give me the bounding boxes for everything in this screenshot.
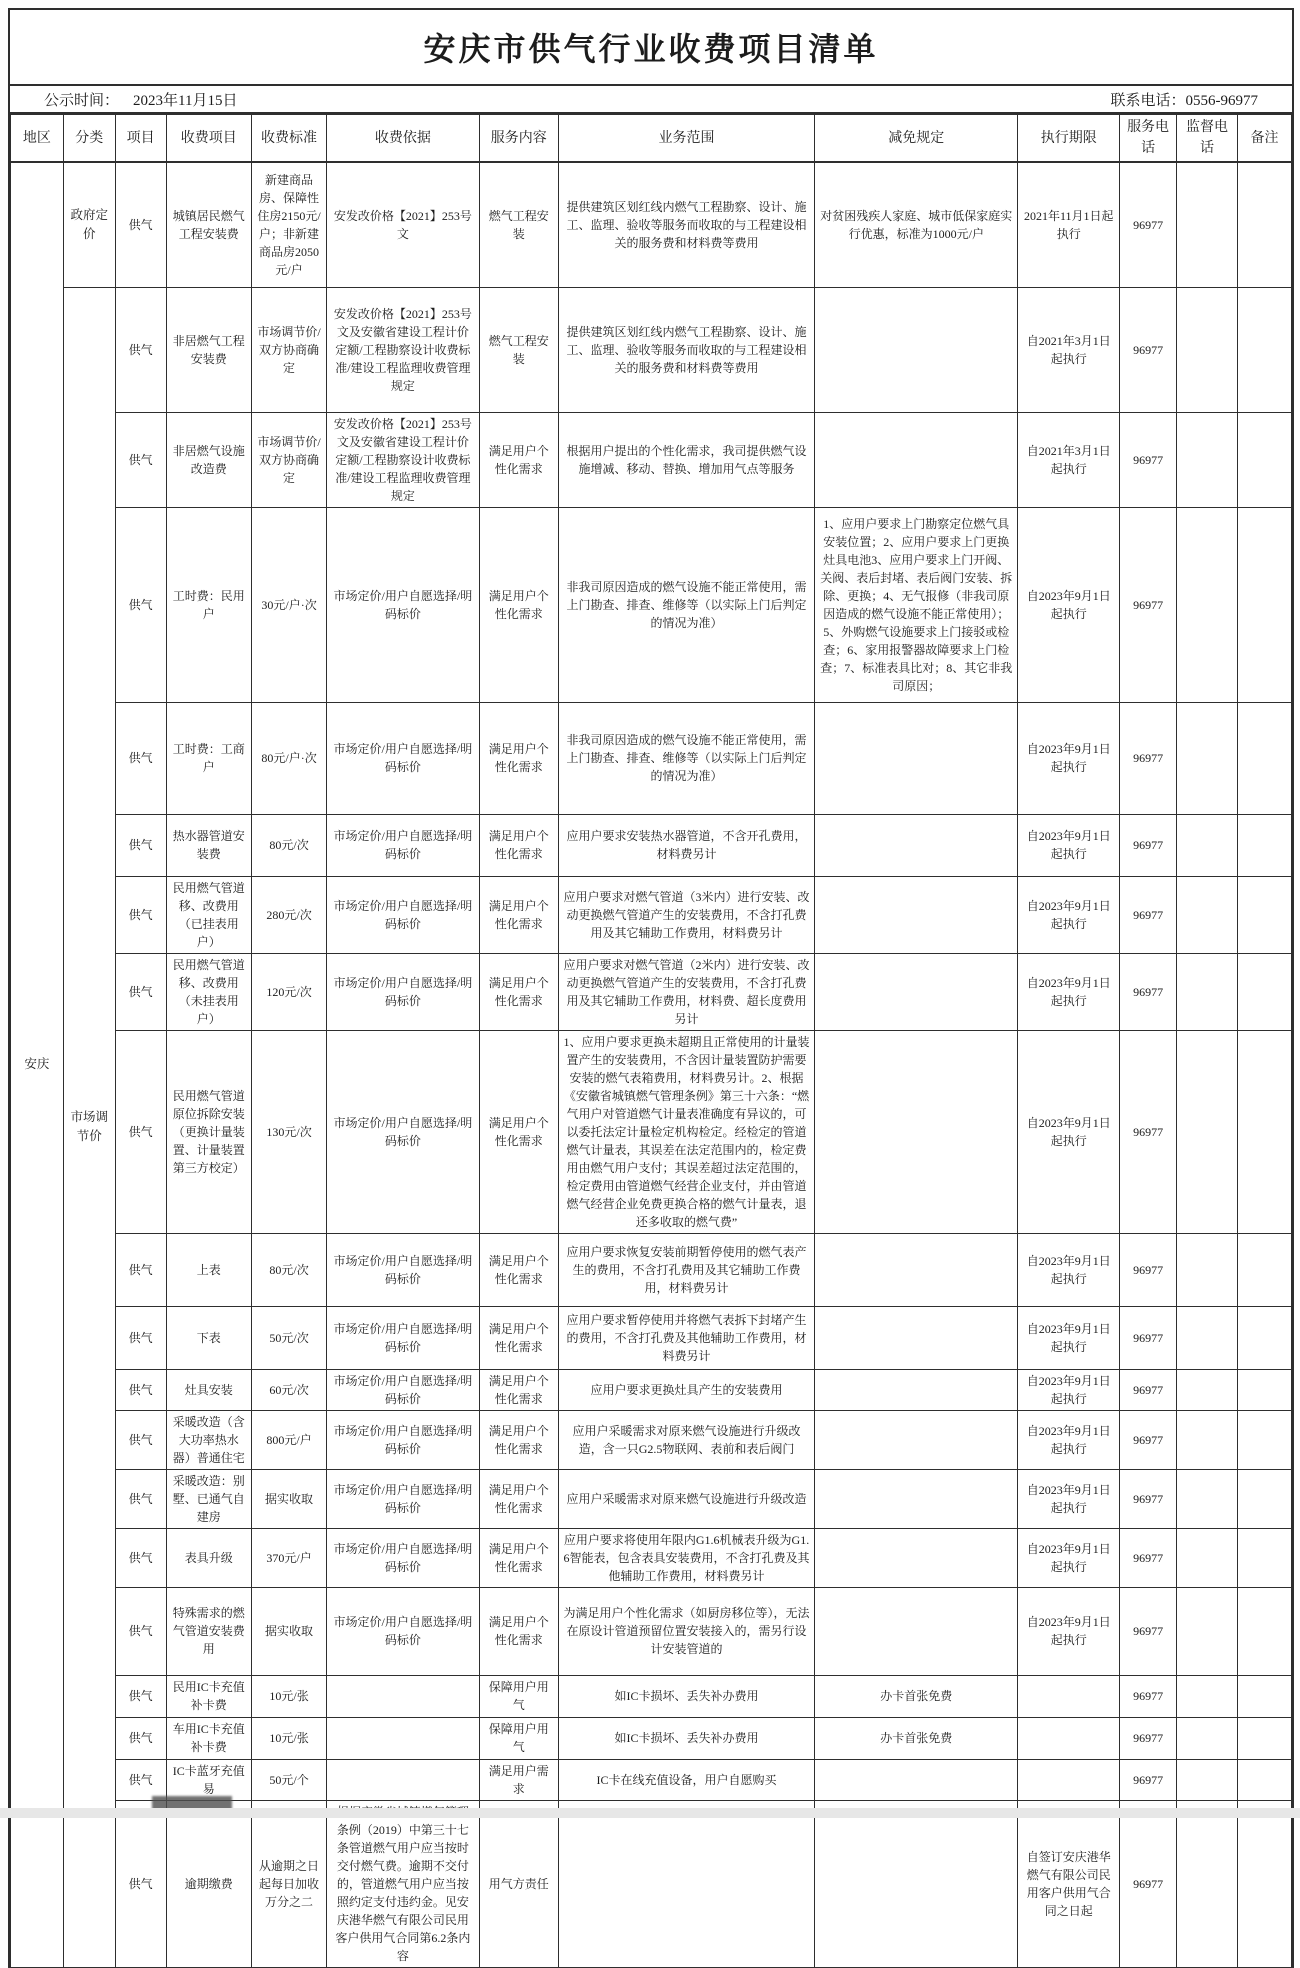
table-row bbox=[11, 1587, 1292, 1675]
note-cell bbox=[1238, 412, 1292, 507]
reduction-rule-cell bbox=[815, 1759, 1018, 1800]
note-cell bbox=[1238, 1306, 1292, 1369]
reduction-rule-cell bbox=[815, 702, 1018, 814]
business-scope-cell: 应用户要求将使用年限内G1.6机械表升级为G1.6智能表，包含表具安装费用，不含打孔费及其他辅助工作费用，材料费另计 bbox=[558, 1528, 814, 1587]
service-content-cell: 满足用户需求 bbox=[479, 1759, 558, 1800]
fee-item-cell: 采暖改造（含大功率热水器）普通住宅 bbox=[166, 1410, 251, 1469]
project-cell: 供气 bbox=[115, 287, 166, 412]
fee-standard-cell: 新建商品房、保障性住房2150元/户；非新建商品房2050元/户 bbox=[251, 162, 326, 287]
fee-standard-cell: 280元/次 bbox=[251, 876, 326, 953]
service-content-cell: 满足用户个性化需求 bbox=[479, 702, 558, 814]
fee-standard-cell: 据实收取 bbox=[251, 1587, 326, 1675]
reduction-rule-cell bbox=[815, 1306, 1018, 1369]
service-content-cell: 满足用户个性化需求 bbox=[479, 1528, 558, 1587]
column-header: 减免规定 bbox=[815, 115, 1018, 163]
business-scope-cell: 应用户要求对燃气管道（2米内）进行安装、改动更换燃气管道产生的安装费用，不含打孔费用及其它辅助工作费用，材料费、超长度费用另计 bbox=[558, 953, 814, 1030]
note-cell bbox=[1238, 1369, 1292, 1410]
service-content-cell: 燃气工程安装 bbox=[479, 287, 558, 412]
fee-table bbox=[10, 114, 1292, 1968]
fee-item-cell: 上表 bbox=[166, 1233, 251, 1306]
service-phone-cell: 96977 bbox=[1120, 702, 1177, 814]
fee-standard-cell: 370元/户 bbox=[251, 1528, 326, 1587]
business-scope-cell: 如IC卡损坏、丢失补办费用 bbox=[558, 1717, 814, 1759]
project-cell: 供气 bbox=[115, 412, 166, 507]
project-cell: 供气 bbox=[115, 1587, 166, 1675]
service-phone-cell: 96977 bbox=[1120, 1410, 1177, 1469]
supervision-phone-cell bbox=[1177, 162, 1238, 287]
execution-period-cell: 自2023年9月1日起执行 bbox=[1018, 1233, 1120, 1306]
fee-standard-cell: 50元/次 bbox=[251, 1306, 326, 1369]
fee-basis-cell: 安发改价格【2021】253号文及安徽省建设工程计价定额/工程勘察设计收费标准/建设工程监理收费管理规定 bbox=[327, 412, 480, 507]
publish-time-value: 2023年11月15日 bbox=[133, 92, 238, 109]
supervision-phone-cell bbox=[1177, 1717, 1238, 1759]
execution-period-cell: 自2023年9月1日起执行 bbox=[1018, 1030, 1120, 1233]
project-cell: 供气 bbox=[115, 1675, 166, 1717]
table-row bbox=[11, 814, 1292, 876]
execution-period-cell: 自签订安庆港华燃气有限公司民用客户供用气合同之日起 bbox=[1018, 1800, 1120, 1967]
service-content-cell: 满足用户个性化需求 bbox=[479, 507, 558, 702]
service-phone-cell: 96977 bbox=[1120, 1233, 1177, 1306]
note-cell bbox=[1238, 1410, 1292, 1469]
service-phone-cell: 96977 bbox=[1120, 876, 1177, 953]
business-scope-cell: IC卡在线充值设备，用户自愿购买 bbox=[558, 1759, 814, 1800]
reduction-rule-cell bbox=[815, 1800, 1018, 1967]
fee-item-cell: 民用燃气管道原位拆除安装（更换计量装置、计量装置第三方校定） bbox=[166, 1030, 251, 1233]
fee-standard-cell: 130元/次 bbox=[251, 1030, 326, 1233]
project-cell: 供气 bbox=[115, 507, 166, 702]
supervision-phone-cell bbox=[1177, 1675, 1238, 1717]
fee-basis-cell bbox=[327, 1675, 480, 1717]
project-cell: 供气 bbox=[115, 1800, 166, 1967]
note-cell bbox=[1238, 1469, 1292, 1528]
business-scope-cell: 应用户要求安装热水器管道，不含开孔费用，材料费另计 bbox=[558, 814, 814, 876]
execution-period-cell: 自2023年9月1日起执行 bbox=[1018, 1410, 1120, 1469]
fee-basis-cell: 市场定价/用户自愿选择/明码标价 bbox=[327, 1469, 480, 1528]
project-cell: 供气 bbox=[115, 814, 166, 876]
meta-band bbox=[10, 86, 1292, 114]
business-scope-cell: 应用户采暖需求对原来燃气设施进行升级改造，含一只G2.5物联网、表前和表后阀门 bbox=[558, 1410, 814, 1469]
execution-period-cell: 自2023年9月1日起执行 bbox=[1018, 1469, 1120, 1528]
execution-period-cell: 自2023年9月1日起执行 bbox=[1018, 702, 1120, 814]
business-scope-cell: 1、应用户要求更换未超期且正常使用的计量装置产生的安装费用，不含因计量装置防护需要安装的燃气表箱费用，材料费另计。2、根据《安徽省城镇燃气管理条例》第三十六条：“燃气用户对管道燃气计量表准确度有异议的，可以委托法定计量检定机构检定。经检定的管道燃气计量表，其误差在法定范围内的，检定费用由燃气用户支付；其误差超过法定范围的，检定费用由管道燃气经营企业支付，并由管道燃气经营企业免费更换合格的燃气计量表，退还多收取的燃气费” bbox=[558, 1030, 814, 1233]
page-bottom-band bbox=[0, 1808, 1300, 1818]
supervision-phone-cell bbox=[1177, 1528, 1238, 1587]
fee-basis-cell: 市场定价/用户自愿选择/明码标价 bbox=[327, 702, 480, 814]
fee-basis-cell: 市场定价/用户自愿选择/明码标价 bbox=[327, 1410, 480, 1469]
supervision-phone-cell bbox=[1177, 1306, 1238, 1369]
note-cell bbox=[1238, 876, 1292, 953]
fee-basis-cell: 市场定价/用户自愿选择/明码标价 bbox=[327, 1528, 480, 1587]
column-header: 服务内容 bbox=[479, 115, 558, 163]
reduction-rule-cell bbox=[815, 1469, 1018, 1528]
document-page bbox=[8, 8, 1294, 1968]
table-row bbox=[11, 953, 1292, 1030]
reduction-rule-cell: 对贫困残疾人家庭、城市低保家庭实行优惠，标准为1000元/户 bbox=[815, 162, 1018, 287]
supervision-phone-cell bbox=[1177, 702, 1238, 814]
supervision-phone-cell bbox=[1177, 1233, 1238, 1306]
project-cell: 供气 bbox=[115, 1030, 166, 1233]
note-cell bbox=[1238, 287, 1292, 412]
column-header: 执行期限 bbox=[1018, 115, 1120, 163]
business-scope-cell: 非我司原因造成的燃气设施不能正常使用，需上门勘查、排查、维修等（以实际上门后判定的情况为准） bbox=[558, 702, 814, 814]
project-cell: 供气 bbox=[115, 1469, 166, 1528]
reduction-rule-cell bbox=[815, 1369, 1018, 1410]
business-scope-cell: 应用户要求暂停使用并将燃气表拆下封堵产生的费用，不含打孔费及其他辅助工作费用，材料费另计 bbox=[558, 1306, 814, 1369]
note-cell bbox=[1238, 507, 1292, 702]
service-phone-cell: 96977 bbox=[1120, 1587, 1177, 1675]
execution-period-cell bbox=[1018, 1675, 1120, 1717]
service-phone-cell: 96977 bbox=[1120, 162, 1177, 287]
table-row bbox=[11, 1800, 1292, 1967]
table-row bbox=[11, 1675, 1292, 1717]
column-header: 收费项目 bbox=[166, 115, 251, 163]
fee-item-cell: 灶具安装 bbox=[166, 1369, 251, 1410]
business-scope-cell: 根据用户提出的个性化需求，我司提供燃气设施增减、移动、替换、增加用气点等服务 bbox=[558, 412, 814, 507]
reduction-rule-cell bbox=[815, 1233, 1018, 1306]
fee-item-cell: 车用IC卡充值补卡费 bbox=[166, 1717, 251, 1759]
supervision-phone-cell bbox=[1177, 287, 1238, 412]
fee-basis-cell: 市场定价/用户自愿选择/明码标价 bbox=[327, 953, 480, 1030]
table-row bbox=[11, 412, 1292, 507]
publish-time bbox=[44, 89, 251, 110]
supervision-phone-cell bbox=[1177, 814, 1238, 876]
service-content-cell: 满足用户个性化需求 bbox=[479, 1030, 558, 1233]
note-cell bbox=[1238, 702, 1292, 814]
business-scope-cell: 应用户采暖需求对原来燃气设施进行升级改造 bbox=[558, 1469, 814, 1528]
service-content-cell: 满足用户个性化需求 bbox=[479, 1306, 558, 1369]
fee-basis-cell: 市场定价/用户自愿选择/明码标价 bbox=[327, 1030, 480, 1233]
fee-item-cell: 采暖改造：别墅、已通气自建房 bbox=[166, 1469, 251, 1528]
supervision-phone-cell bbox=[1177, 953, 1238, 1030]
fee-item-cell: IC卡蓝牙充值易 bbox=[166, 1759, 251, 1800]
fee-basis-cell bbox=[327, 1717, 480, 1759]
note-cell bbox=[1238, 1587, 1292, 1675]
execution-period-cell: 自2021年3月1日起执行 bbox=[1018, 287, 1120, 412]
table-row bbox=[11, 162, 1292, 287]
supervision-phone-cell bbox=[1177, 876, 1238, 953]
contact-phone-label: 联系电话： bbox=[1110, 92, 1186, 109]
table-row bbox=[11, 1030, 1292, 1233]
category-cell: 政府定价 bbox=[63, 162, 115, 287]
fee-item-cell: 特殊需求的燃气管道安装费用 bbox=[166, 1587, 251, 1675]
execution-period-cell bbox=[1018, 1717, 1120, 1759]
fee-basis-cell: 市场定价/用户自愿选择/明码标价 bbox=[327, 1233, 480, 1306]
contact-phone-value: 0556-96977 bbox=[1185, 92, 1258, 109]
table-row bbox=[11, 1717, 1292, 1759]
service-phone-cell: 96977 bbox=[1120, 1717, 1177, 1759]
fee-item-cell: 逾期缴费 bbox=[166, 1800, 251, 1967]
service-phone-cell: 96977 bbox=[1120, 1469, 1177, 1528]
reduction-rule-cell bbox=[815, 1030, 1018, 1233]
service-phone-cell: 96977 bbox=[1120, 814, 1177, 876]
table-row bbox=[11, 1528, 1292, 1587]
execution-period-cell: 自2023年9月1日起执行 bbox=[1018, 814, 1120, 876]
fee-basis-cell: 市场定价/用户自愿选择/明码标价 bbox=[327, 1369, 480, 1410]
category-cell: 市场调节价 bbox=[63, 287, 115, 1967]
service-phone-cell: 96977 bbox=[1120, 287, 1177, 412]
fee-standard-cell: 10元/张 bbox=[251, 1717, 326, 1759]
fee-item-cell: 民用燃气管道移、改费用（未挂表用户） bbox=[166, 953, 251, 1030]
project-cell: 供气 bbox=[115, 1306, 166, 1369]
service-phone-cell: 96977 bbox=[1120, 953, 1177, 1030]
fee-standard-cell: 80元/次 bbox=[251, 814, 326, 876]
execution-period-cell: 自2023年9月1日起执行 bbox=[1018, 1587, 1120, 1675]
note-cell bbox=[1238, 162, 1292, 287]
supervision-phone-cell bbox=[1177, 1030, 1238, 1233]
project-cell: 供气 bbox=[115, 702, 166, 814]
title-band bbox=[10, 10, 1292, 86]
supervision-phone-cell bbox=[1177, 1369, 1238, 1410]
column-header: 项目 bbox=[115, 115, 166, 163]
note-cell bbox=[1238, 1800, 1292, 1967]
reduction-rule-cell bbox=[815, 876, 1018, 953]
column-header: 收费依据 bbox=[327, 115, 480, 163]
fee-standard-cell: 60元/次 bbox=[251, 1369, 326, 1410]
fee-basis-cell: 市场定价/用户自愿选择/明码标价 bbox=[327, 507, 480, 702]
fee-item-cell: 工时费：工商户 bbox=[166, 702, 251, 814]
service-phone-cell: 96977 bbox=[1120, 1369, 1177, 1410]
table-header-row bbox=[11, 115, 1292, 163]
table-row bbox=[11, 702, 1292, 814]
column-header: 服务电话 bbox=[1120, 115, 1177, 163]
service-content-cell: 保障用户用气 bbox=[479, 1717, 558, 1759]
business-scope-cell: 如IC卡损坏、丢失补办费用 bbox=[558, 1675, 814, 1717]
fee-standard-cell: 80元/户·次 bbox=[251, 702, 326, 814]
business-scope-cell: 应用户要求恢复安装前期暂停使用的燃气表产生的费用，不含打孔费用及其它辅助工作费用，材料费另计 bbox=[558, 1233, 814, 1306]
fee-standard-cell: 50元/个 bbox=[251, 1759, 326, 1800]
fee-basis-cell: 市场定价/用户自愿选择/明码标价 bbox=[327, 814, 480, 876]
project-cell: 供气 bbox=[115, 953, 166, 1030]
fee-basis-cell: 市场定价/用户自愿选择/明码标价 bbox=[327, 1587, 480, 1675]
fee-item-cell: 民用燃气管道移、改费用（已挂表用户） bbox=[166, 876, 251, 953]
fee-item-cell: 民用IC卡充值补卡费 bbox=[166, 1675, 251, 1717]
project-cell: 供气 bbox=[115, 1759, 166, 1800]
table-row bbox=[11, 1759, 1292, 1800]
table-row bbox=[11, 1233, 1292, 1306]
execution-period-cell: 自2021年3月1日起执行 bbox=[1018, 412, 1120, 507]
table-row bbox=[11, 1306, 1292, 1369]
project-cell: 供气 bbox=[115, 1717, 166, 1759]
execution-period-cell: 自2023年9月1日起执行 bbox=[1018, 953, 1120, 1030]
reduction-rule-cell: 1、应用户要求上门勘察定位燃气具安装位置；2、应用户要求上门更换灶具电池3、应用户要求上门开阀、关阀、表后封堵、表后阀门安装、拆除、更换；4、无气报修（非我司原因造成的燃气设施不能正常使用）；5、外购燃气设施要求上门接驳或检查；6、家用报警器故障要求上门检查；7、标准表具比对；8、其它非我司原因； bbox=[815, 507, 1018, 702]
business-scope-cell: 应用户要求对燃气管道（3米内）进行安装、改动更换燃气管道产生的安装费用，不含打孔费用及其它辅助工作费用，材料费另计 bbox=[558, 876, 814, 953]
fee-standard-cell: 市场调节价/双方协商确定 bbox=[251, 287, 326, 412]
fee-item-cell: 下表 bbox=[166, 1306, 251, 1369]
reduction-rule-cell bbox=[815, 814, 1018, 876]
fee-standard-cell: 市场调节价/双方协商确定 bbox=[251, 412, 326, 507]
fee-standard-cell: 800元/户 bbox=[251, 1410, 326, 1469]
project-cell: 供气 bbox=[115, 1528, 166, 1587]
reduction-rule-cell: 办卡首张免费 bbox=[815, 1675, 1018, 1717]
note-cell bbox=[1238, 1717, 1292, 1759]
service-content-cell: 满足用户个性化需求 bbox=[479, 1469, 558, 1528]
supervision-phone-cell bbox=[1177, 1800, 1238, 1967]
fee-basis-cell: 安发改价格【2021】253号文及安徽省建设工程计价定额/工程勘察设计收费标准/建设工程监理收费管理规定 bbox=[327, 287, 480, 412]
fee-item-cell: 表具升级 bbox=[166, 1528, 251, 1587]
supervision-phone-cell bbox=[1177, 412, 1238, 507]
project-cell: 供气 bbox=[115, 1233, 166, 1306]
service-content-cell: 保障用户用气 bbox=[479, 1675, 558, 1717]
note-cell bbox=[1238, 1759, 1292, 1800]
business-scope-cell: 应用户要求更换灶具产生的安装费用 bbox=[558, 1369, 814, 1410]
fee-item-cell: 工时费：民用户 bbox=[166, 507, 251, 702]
service-content-cell: 满足用户个性化需求 bbox=[479, 876, 558, 953]
fee-item-cell: 城镇居民燃气工程安装费 bbox=[166, 162, 251, 287]
table-row bbox=[11, 507, 1292, 702]
execution-period-cell: 2021年11月1日起执行 bbox=[1018, 162, 1120, 287]
fee-basis-cell: 市场定价/用户自愿选择/明码标价 bbox=[327, 876, 480, 953]
project-cell: 供气 bbox=[115, 162, 166, 287]
execution-period-cell: 自2023年9月1日起执行 bbox=[1018, 1306, 1120, 1369]
note-cell bbox=[1238, 953, 1292, 1030]
execution-period-cell: 自2023年9月1日起执行 bbox=[1018, 507, 1120, 702]
table-row bbox=[11, 1410, 1292, 1469]
service-content-cell: 燃气工程安装 bbox=[479, 162, 558, 287]
fee-standard-cell: 据实收取 bbox=[251, 1469, 326, 1528]
business-scope-cell bbox=[558, 1800, 814, 1967]
service-phone-cell: 96977 bbox=[1120, 1759, 1177, 1800]
service-phone-cell: 96977 bbox=[1120, 507, 1177, 702]
execution-period-cell: 自2023年9月1日起执行 bbox=[1018, 1528, 1120, 1587]
project-cell: 供气 bbox=[115, 1410, 166, 1469]
project-cell: 供气 bbox=[115, 1369, 166, 1410]
supervision-phone-cell bbox=[1177, 1759, 1238, 1800]
execution-period-cell: 自2023年9月1日起执行 bbox=[1018, 876, 1120, 953]
business-scope-cell: 非我司原因造成的燃气设施不能正常使用，需上门勘查、排查、维修等（以实际上门后判定的情况为准） bbox=[558, 507, 814, 702]
reduction-rule-cell bbox=[815, 1587, 1018, 1675]
note-cell bbox=[1238, 1675, 1292, 1717]
reduction-rule-cell bbox=[815, 1410, 1018, 1469]
table-row bbox=[11, 287, 1292, 412]
service-content-cell: 满足用户个性化需求 bbox=[479, 1369, 558, 1410]
region-cell: 安庆 bbox=[11, 162, 64, 1967]
service-phone-cell: 96977 bbox=[1120, 1800, 1177, 1967]
service-phone-cell: 96977 bbox=[1120, 1528, 1177, 1587]
reduction-rule-cell bbox=[815, 953, 1018, 1030]
reduction-rule-cell bbox=[815, 1528, 1018, 1587]
column-header: 地区 bbox=[11, 115, 64, 163]
service-phone-cell: 96977 bbox=[1120, 1030, 1177, 1233]
publish-time-label: 公示时间： bbox=[44, 92, 120, 109]
contact-phone bbox=[1110, 89, 1258, 110]
business-scope-cell: 提供建筑区划红线内燃气工程勘察、设计、施工、监理、验收等服务而收取的与工程建设相关的服务费和材料费等费用 bbox=[558, 162, 814, 287]
fee-standard-cell: 30元/户·次 bbox=[251, 507, 326, 702]
service-content-cell: 满足用户个性化需求 bbox=[479, 1233, 558, 1306]
service-content-cell: 满足用户个性化需求 bbox=[479, 814, 558, 876]
fee-standard-cell: 10元/张 bbox=[251, 1675, 326, 1717]
fee-item-cell: 非居燃气工程安装费 bbox=[166, 287, 251, 412]
supervision-phone-cell bbox=[1177, 1469, 1238, 1528]
column-header: 备注 bbox=[1238, 115, 1292, 163]
table-row bbox=[11, 1369, 1292, 1410]
business-scope-cell: 为满足用户个性化需求（如厨房移位等），无法在原设计管道预留位置安装接入的，需另行设计安装管道的 bbox=[558, 1587, 814, 1675]
reduction-rule-cell bbox=[815, 287, 1018, 412]
table-row bbox=[11, 1469, 1292, 1528]
fee-basis-cell: 条例（2019）中第三十七条管道燃气用户应当按时交付燃气费。逾期不交付的，管道燃气用户应当按照约定支付违约金。见安庆港华燃气有限公司民用客户供用气合同第6.2条内容 bbox=[327, 1800, 480, 1967]
service-content-cell: 用气方责任 bbox=[479, 1800, 558, 1967]
table-row bbox=[11, 876, 1292, 953]
column-header: 收费标准 bbox=[251, 115, 326, 163]
fee-basis-cell bbox=[327, 1759, 480, 1800]
service-phone-cell: 96977 bbox=[1120, 1675, 1177, 1717]
fee-basis-cell: 安发改价格【2021】253号文 bbox=[327, 162, 480, 287]
fee-standard-cell: 从逾期之日起每日加收万分之二 bbox=[251, 1800, 326, 1967]
project-cell: 供气 bbox=[115, 876, 166, 953]
business-scope-cell: 提供建筑区划红线内燃气工程勘察、设计、施工、监理、验收等服务而收取的与工程建设相关的服务费和材料费等费用 bbox=[558, 287, 814, 412]
execution-period-cell bbox=[1018, 1759, 1120, 1800]
supervision-phone-cell bbox=[1177, 1587, 1238, 1675]
reduction-rule-cell: 办卡首张免费 bbox=[815, 1717, 1018, 1759]
note-cell bbox=[1238, 1233, 1292, 1306]
fee-basis-cell: 市场定价/用户自愿选择/明码标价 bbox=[327, 1306, 480, 1369]
service-phone-cell: 96977 bbox=[1120, 412, 1177, 507]
service-content-cell: 满足用户个性化需求 bbox=[479, 953, 558, 1030]
column-header: 分类 bbox=[63, 115, 115, 163]
service-content-cell: 满足用户个性化需求 bbox=[479, 1587, 558, 1675]
execution-period-cell: 自2023年9月1日起执行 bbox=[1018, 1369, 1120, 1410]
service-content-cell: 满足用户个性化需求 bbox=[479, 412, 558, 507]
column-header: 监督电话 bbox=[1177, 115, 1238, 163]
fee-item-cell: 非居燃气设施改造费 bbox=[166, 412, 251, 507]
column-header: 业务范围 bbox=[558, 115, 814, 163]
page-title: 安庆市供气行业收费项目清单 bbox=[423, 31, 879, 67]
fee-standard-cell: 120元/次 bbox=[251, 953, 326, 1030]
fee-item-cell: 热水器管道安装费 bbox=[166, 814, 251, 876]
service-phone-cell: 96977 bbox=[1120, 1306, 1177, 1369]
supervision-phone-cell bbox=[1177, 1410, 1238, 1469]
supervision-phone-cell bbox=[1177, 507, 1238, 702]
fee-standard-cell: 80元/次 bbox=[251, 1233, 326, 1306]
note-cell bbox=[1238, 1528, 1292, 1587]
service-content-cell: 满足用户个性化需求 bbox=[479, 1410, 558, 1469]
note-cell bbox=[1238, 814, 1292, 876]
note-cell bbox=[1238, 1030, 1292, 1233]
reduction-rule-cell bbox=[815, 412, 1018, 507]
